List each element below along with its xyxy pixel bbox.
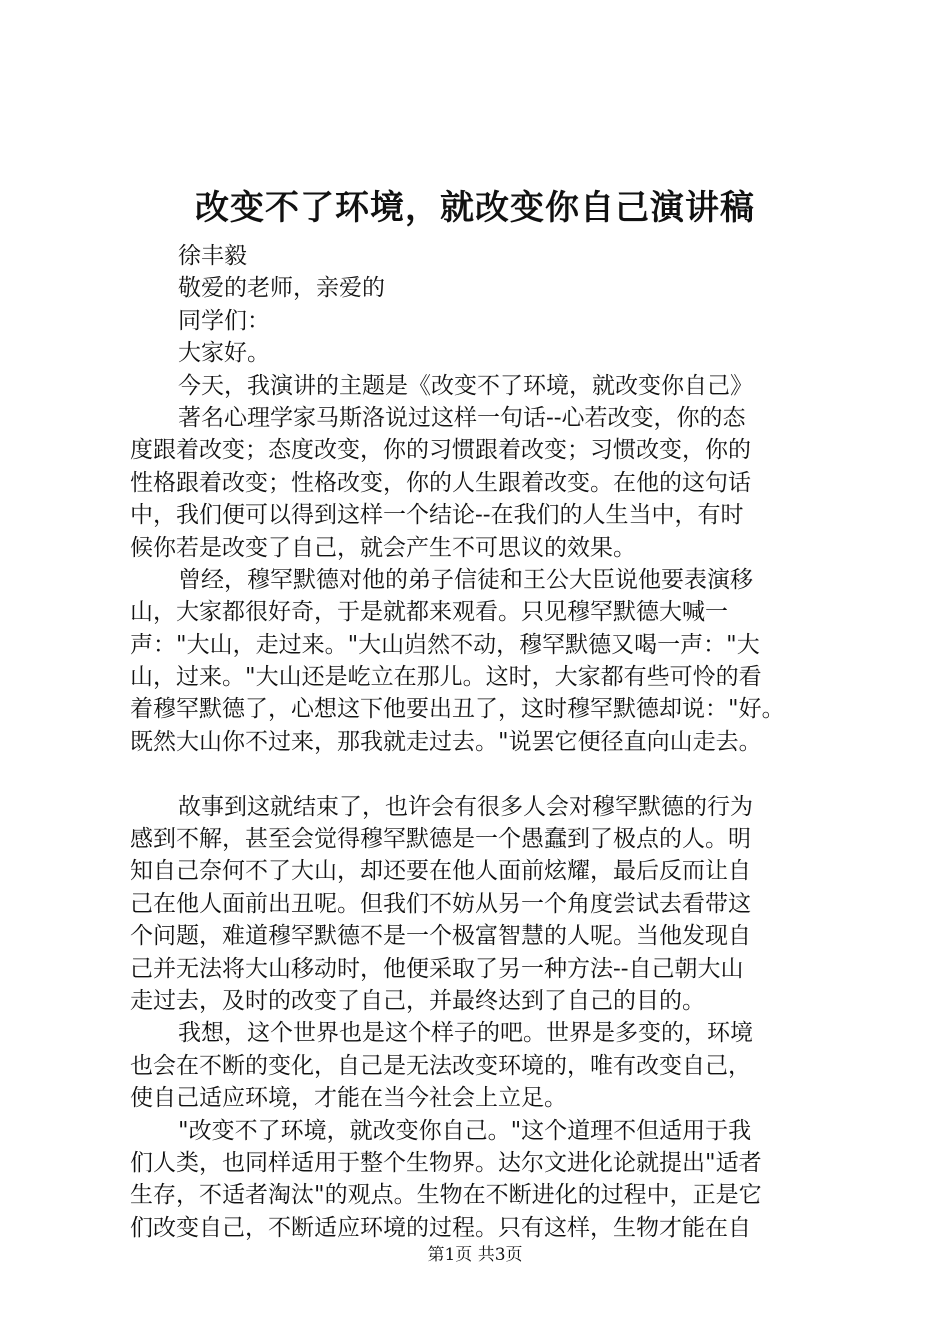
paragraph-line: 着穆罕默德了，心想这下他要出丑了，这时穆罕默德却说："好。 (130, 696, 785, 723)
paragraph-line: 也会在不断的变化，自己是无法改变环境的，唯有改变自己， (130, 1052, 751, 1079)
paragraph-line: 曾经，穆罕默德对他的弟子信徒和王公大臣说他要表演移 (178, 566, 753, 593)
paragraph-line: 生存，不适者淘汰"的观点。生物在不断进化的过程中，正是它 (130, 1182, 762, 1209)
paragraph-line: 度跟着改变；态度改变，你的习惯跟着改变；习惯改变，你的 (130, 437, 751, 464)
paragraph-line: 既然大山你不过来，那我就走过去。"说罢它便径直向山走去。 (130, 728, 762, 755)
paragraph-line: 己并无法将大山移动时，他便采取了另一种方法--自己朝大山 (130, 955, 744, 982)
page-footer: 第1页 共3页 (427, 1245, 523, 1265)
paragraph-line: 个问题，难道穆罕默德不是一个极富智慧的人呢。当他发现自 (130, 923, 751, 950)
paragraph-line: "改变不了环境，就改变你自己。"这个道理不但适用于我 (178, 1117, 752, 1144)
paragraph-line: 使自己适应环境，才能在当今社会上立足。 (130, 1085, 567, 1112)
paragraph-line: 声："大山，走过来。"大山岿然不动，穆罕默德又喝一声："大 (130, 631, 760, 658)
paragraph-line: 们人类，也同样适用于整个生物界。达尔文进化论就提出"适者 (130, 1149, 762, 1176)
paragraph-line: 知自己奈何不了大山，却还要在他人面前炫耀，最后反而让自 (130, 858, 751, 885)
paragraph-line: 们改变自己，不断适应环境的过程。只有这样，生物才能在自 (130, 1214, 751, 1241)
paragraph-line: 今天，我演讲的主题是《改变不了环境，就改变你自己》 (178, 372, 753, 399)
paragraph-line: 山，大家都很好奇，于是就都来观看。只见穆罕默德大喊一 (130, 599, 728, 626)
document-body (130, 240, 850, 1244)
paragraph-line: 故事到这就结束了，也许会有很多人会对穆罕默德的行为 (178, 793, 753, 820)
document-title: 改变不了环境，就改变你自己演讲稿 (195, 188, 755, 228)
paragraph-line: 感到不解，甚至会觉得穆罕默德是一个愚蠢到了极点的人。明 (130, 826, 751, 853)
paragraph-line: 著名心理学家马斯洛说过这样一句话--心若改变，你的态 (178, 404, 746, 431)
author-line: 徐丰毅 (178, 243, 247, 269)
paragraph-line: 性格跟着改变；性格改变，你的人生跟着改变。在他的这句话 (130, 469, 751, 496)
paragraph-line: 中，我们便可以得到这样一个结论--在我们的人生当中，有时 (130, 502, 744, 529)
greeting-line: 大家好。 (178, 340, 270, 367)
blank-line (130, 758, 850, 790)
paragraph-line: 己在他人面前出丑呢。但我们不妨从另一个角度尝试去看带这 (130, 890, 751, 917)
salutation-line: 敬爱的老师，亲爱的 (178, 275, 385, 302)
paragraph-line: 候你若是改变了自己，就会产生不可思议的效果。 (130, 534, 636, 561)
paragraph-line: 山，过来。"大山还是屹立在那儿。这时，大家都有些可怜的看 (130, 664, 762, 691)
salutation-line: 同学们： (178, 307, 270, 334)
paragraph-line: 我想，这个世界也是这个样子的吧。世界是多变的，环境 (178, 1020, 753, 1047)
paragraph-line: 走过去，及时的改变了自己，并最终达到了自己的目的。 (130, 987, 705, 1014)
